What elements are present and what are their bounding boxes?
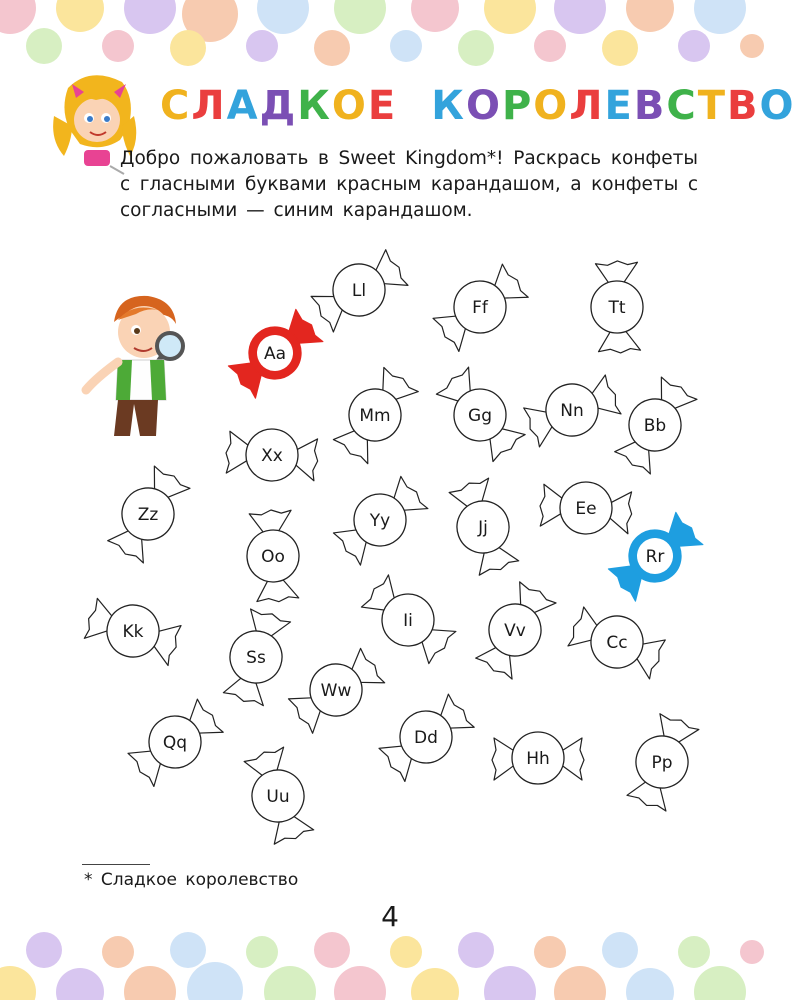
title-letter: А [226,83,260,129]
title-letter: В [727,83,760,129]
title-letter: Е [367,83,398,129]
title-letter: О [759,83,796,129]
confetti-dot [534,936,566,968]
confetti-dot [484,966,536,1000]
confetti-dot [334,966,386,1000]
confetti-dot [411,968,459,1000]
confetti-dot [56,968,104,1000]
confetti-dot [124,966,176,1000]
candy-label: Qq [162,733,188,753]
candy-label: Tt [608,298,626,318]
confetti-dot [458,932,494,968]
confetti-dot [694,966,746,1000]
candy-label: Ee [575,499,597,519]
candy-label: Yy [369,511,391,531]
candy-label: Kk [122,622,144,642]
footnote: * Сладкое королевство [84,870,299,890]
title-letter: О [465,83,502,129]
candy-label: Rr [645,547,665,567]
page-number: 4 [381,900,399,933]
confetti-dot [390,936,422,968]
title-letter: К [431,83,466,129]
title-letter: Д [259,83,298,129]
title-letter: В [633,83,667,129]
confetti-dot [264,966,316,1000]
candy-label: Nn [560,401,584,421]
title-letter: О [331,83,368,129]
candy-label: Pp [651,753,673,773]
candy-label: Ll [351,281,367,301]
candy-label: Hh [526,749,550,769]
candy-label: Mm [359,406,391,426]
confetti-dot [602,932,638,968]
title-letter: Л [569,83,605,129]
candy-label: Oo [261,547,285,567]
confetti-dot [314,932,350,968]
title-letter: Т [697,83,728,129]
candy-label: Ww [320,681,352,701]
confetti-dot [187,962,243,1000]
title-letter: К [297,83,332,129]
candy-label: Uu [266,787,290,807]
candy-label: Xx [261,446,283,466]
candy-label: Cc [606,633,628,653]
candy-label: Bb [643,416,667,436]
candy-label: Jj [478,518,488,538]
candy-label: Ii [403,611,413,631]
candy-label: Ss [246,648,266,668]
title-letter: С [160,83,192,129]
confetti-dot [0,966,36,1000]
confetti-dot [554,966,606,1000]
candy-label: Zz [137,505,159,525]
title-letter: С [666,83,698,129]
candy-label: Vv [504,621,526,641]
instructions-text: Добро пожаловать в Sweet Kingdom*! Раскрась конфеты с гласными буквами красным карандашом, а конфеты с согласными — синим карандашом. [120,148,698,221]
confetti-dot [246,936,278,968]
confetti-dot [170,932,206,968]
confetti-dot [740,940,764,964]
candy-label: Dd [414,728,438,748]
title-letter: Е [604,83,634,129]
candy-label: Aa [263,344,287,364]
title-letter: О [533,83,570,129]
title-letter: Р [501,83,534,129]
candy-label: Gg [468,406,492,426]
confetti-dot [678,936,710,968]
title-letter: Л [191,83,227,129]
confetti-dot [26,932,62,968]
candy-label: Ff [472,298,488,318]
confetti-dot [626,968,674,1000]
confetti-dot [102,936,134,968]
